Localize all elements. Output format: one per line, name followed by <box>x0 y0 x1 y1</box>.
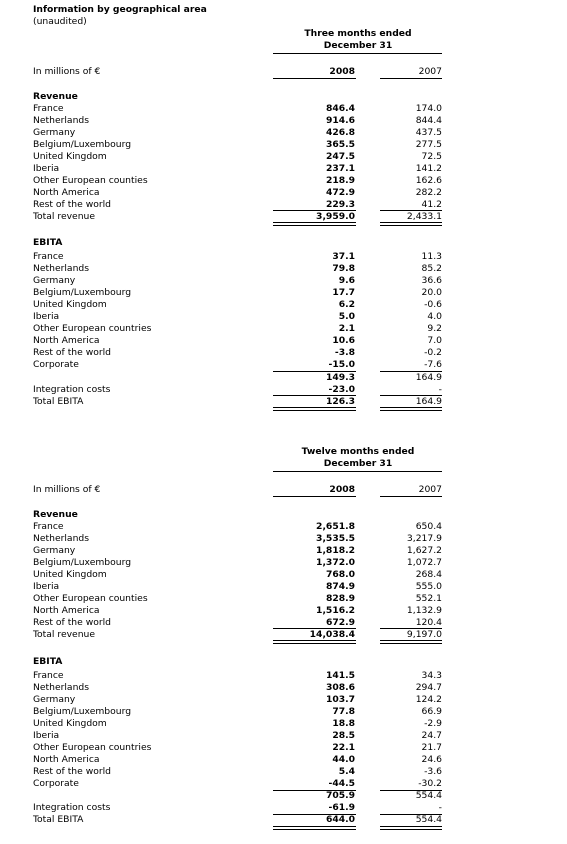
value-2008: -44.5 <box>328 777 355 789</box>
value-2007: 282.2 <box>415 186 442 198</box>
value-2008: 149.3 <box>325 371 355 383</box>
column-header-2008: 2008 <box>329 484 355 495</box>
subtotal-rule <box>273 790 356 791</box>
row-label: Total EBITA <box>33 395 84 407</box>
row-label: Germany <box>33 693 76 705</box>
value-2008: 768.0 <box>325 568 355 580</box>
row-label: United Kingdom <box>33 568 107 580</box>
value-2007: 437.5 <box>415 126 442 138</box>
total-rule <box>380 395 442 396</box>
value-2007: 2,433.1 <box>406 210 442 222</box>
total-double-rule <box>380 222 442 226</box>
value-2007: 9,197.0 <box>406 628 442 640</box>
column-header-2007: 2007 <box>418 484 442 495</box>
value-2007: 554.4 <box>415 790 442 801</box>
value-2008: 9.6 <box>338 275 355 287</box>
ebita-heading: EBITA <box>33 656 63 667</box>
row-label: Netherlands <box>33 681 90 693</box>
value-2008: 28.5 <box>332 729 355 741</box>
subtotal-rule <box>380 628 442 629</box>
value-2007: 162.6 <box>415 174 442 186</box>
value-2007: 9.2 <box>427 323 442 335</box>
total-double-rule <box>273 407 356 411</box>
value-2007: 294.7 <box>415 681 442 693</box>
row-label: Iberia <box>33 311 60 323</box>
total-double-rule <box>273 222 356 226</box>
value-2007: 164.9 <box>415 395 442 407</box>
subtotal-rule <box>273 628 356 629</box>
row-label: France <box>33 251 64 262</box>
value-2008: -3.8 <box>334 347 355 359</box>
value-2008: 914.6 <box>325 114 355 126</box>
column-rule <box>273 496 356 497</box>
value-2008: -61.9 <box>328 802 355 814</box>
value-2007: 164.9 <box>415 371 442 383</box>
value-2008: 1,372.0 <box>316 556 355 568</box>
value-2008: 365.5 <box>325 138 355 150</box>
row-label: Other European countries <box>33 741 152 753</box>
total-double-rule <box>380 640 442 644</box>
value-2008: 14,038.4 <box>309 628 355 640</box>
value-2008: 218.9 <box>325 174 355 186</box>
row-label: Corporate <box>33 777 79 789</box>
value-2007: 552.1 <box>415 592 442 604</box>
row-label: Belgium/Luxembourg <box>33 705 132 717</box>
value-2007: 1,072.7 <box>406 556 442 568</box>
value-2007: -2.9 <box>424 717 442 729</box>
value-2008: 17.7 <box>332 287 355 299</box>
row-label: Total EBITA <box>33 814 84 826</box>
value-2007: 85.2 <box>421 263 442 275</box>
value-2007: 120.4 <box>415 616 442 628</box>
value-2008: 22.1 <box>332 741 355 753</box>
value-2007: 554.4 <box>415 814 442 826</box>
value-2007: 124.2 <box>415 693 442 705</box>
value-2007: -3.6 <box>424 765 442 777</box>
value-2008: 247.5 <box>325 150 355 162</box>
row-label: Rest of the world <box>33 765 112 777</box>
value-2008: 846.4 <box>325 102 355 114</box>
subtotal-rule <box>380 371 442 372</box>
period-header-rule <box>273 53 442 54</box>
value-2007: - <box>438 383 442 395</box>
value-2007: 72.5 <box>421 150 442 162</box>
value-2007: 34.3 <box>421 669 442 681</box>
value-2008: 2.1 <box>338 323 355 335</box>
value-2007: 41.2 <box>421 198 442 210</box>
value-2008: 141.5 <box>325 669 355 681</box>
row-label: Total revenue <box>33 210 95 222</box>
row-label: Rest of the world <box>33 616 112 628</box>
row-label: Belgium/Luxembourg <box>33 556 132 568</box>
units-label: In millions of € <box>33 484 101 495</box>
value-2007: 4.0 <box>427 311 442 323</box>
subtotal-rule <box>380 790 442 791</box>
value-2007: 20.0 <box>421 287 442 299</box>
column-header-2008: 2008 <box>329 66 355 77</box>
row-label: Belgium/Luxembourg <box>33 138 132 150</box>
row-label: Iberia <box>33 729 60 741</box>
document-title: Information by geographical area <box>33 4 207 15</box>
row-label: United Kingdom <box>33 150 107 162</box>
column-rule <box>380 78 442 79</box>
row-label: France <box>33 102 64 114</box>
total-rule <box>273 395 356 396</box>
period-header: Twelve months ended <box>301 446 415 457</box>
value-2008: 103.7 <box>325 693 355 705</box>
total-double-rule <box>273 640 356 644</box>
value-2008: 237.1 <box>325 162 355 174</box>
row-label: Rest of the world <box>33 347 112 359</box>
value-2007: -30.2 <box>418 777 442 789</box>
row-label: France <box>33 520 64 532</box>
row-label: North America <box>33 753 100 765</box>
value-2007: 555.0 <box>415 580 442 592</box>
units-label: In millions of € <box>33 66 101 77</box>
value-2007: 141.2 <box>415 162 442 174</box>
row-label: North America <box>33 186 100 198</box>
value-2008: 672.9 <box>325 616 355 628</box>
value-2007: 24.7 <box>421 729 442 741</box>
total-double-rule <box>380 826 442 830</box>
value-2007: 1,132.9 <box>406 604 442 616</box>
value-2008: 644.0 <box>325 814 355 826</box>
value-2008: 3,535.5 <box>316 532 355 544</box>
value-2007: 24.6 <box>421 753 442 765</box>
value-2007: 21.7 <box>421 741 442 753</box>
value-2008: 1,818.2 <box>316 544 355 556</box>
value-2008: 6.2 <box>338 299 355 311</box>
value-2007: 650.4 <box>415 520 442 532</box>
row-label: North America <box>33 335 100 347</box>
total-rule <box>380 814 442 815</box>
value-2008: 426.8 <box>325 126 355 138</box>
value-2007: 268.4 <box>415 568 442 580</box>
row-label: Germany <box>33 544 76 556</box>
row-label: Germany <box>33 126 76 138</box>
row-label: Total revenue <box>33 628 95 640</box>
value-2007: 844.4 <box>415 114 442 126</box>
value-2008: 472.9 <box>325 186 355 198</box>
value-2008: 1,516.2 <box>316 604 355 616</box>
row-label: United Kingdom <box>33 717 107 729</box>
subtotal-rule <box>273 210 356 211</box>
row-label: Belgium/Luxembourg <box>33 287 132 299</box>
row-label: Germany <box>33 275 76 287</box>
value-2008: 10.6 <box>332 335 355 347</box>
value-2008: 5.4 <box>338 765 355 777</box>
row-label: Other European counties <box>33 174 148 186</box>
value-2008: 229.3 <box>325 198 355 210</box>
value-2007: 3,217.9 <box>406 532 442 544</box>
row-label: Netherlands <box>33 263 90 275</box>
value-2007: -7.6 <box>424 359 442 371</box>
column-header-2007: 2007 <box>418 66 442 77</box>
value-2007: - <box>438 802 442 814</box>
value-2008: 37.1 <box>332 251 355 262</box>
value-2008: 308.6 <box>325 681 355 693</box>
total-double-rule <box>273 826 356 830</box>
subtotal-rule <box>380 210 442 211</box>
value-2008: -15.0 <box>328 359 355 371</box>
row-label: United Kingdom <box>33 299 107 311</box>
document-subtitle: (unaudited) <box>33 16 87 27</box>
value-2007: 66.9 <box>421 705 442 717</box>
period-header-date: December 31 <box>323 458 393 469</box>
row-label: Integration costs <box>33 383 111 395</box>
row-label: Netherlands <box>33 532 90 544</box>
value-2008: 126.3 <box>325 395 355 407</box>
row-label: Iberia <box>33 162 60 174</box>
row-label: Other European counties <box>33 592 148 604</box>
row-label: Corporate <box>33 359 79 371</box>
value-2007: 174.0 <box>415 102 442 114</box>
period-header-rule <box>273 471 442 472</box>
period-header-date: December 31 <box>323 40 393 51</box>
value-2008: 828.9 <box>325 592 355 604</box>
value-2007: 1,627.2 <box>406 544 442 556</box>
value-2008: 79.8 <box>332 263 355 275</box>
row-label: France <box>33 669 64 681</box>
row-label: Iberia <box>33 580 60 592</box>
row-label: North America <box>33 604 100 616</box>
value-2007: 277.5 <box>415 138 442 150</box>
total-double-rule <box>380 407 442 411</box>
value-2007: -0.6 <box>424 299 442 311</box>
value-2008: -23.0 <box>328 383 355 395</box>
column-rule <box>273 78 356 79</box>
value-2008: 5.0 <box>338 311 355 323</box>
value-2008: 3,959.0 <box>316 210 355 222</box>
value-2008: 77.8 <box>332 705 355 717</box>
row-label: Netherlands <box>33 114 90 126</box>
value-2008: 2,651.8 <box>316 520 355 532</box>
period-header: Three months ended <box>304 28 412 39</box>
value-2007: 7.0 <box>427 335 442 347</box>
value-2008: 18.8 <box>332 717 355 729</box>
row-label: Other European countries <box>33 323 152 335</box>
ebita-heading: EBITA <box>33 237 63 248</box>
row-label: Integration costs <box>33 802 111 814</box>
column-rule <box>380 496 442 497</box>
total-rule <box>273 814 356 815</box>
row-label: Rest of the world <box>33 198 112 210</box>
revenue-heading: Revenue <box>33 509 78 520</box>
value-2007: 11.3 <box>421 251 442 262</box>
value-2008: 705.9 <box>325 790 355 801</box>
value-2008: 44.0 <box>332 753 355 765</box>
subtotal-rule <box>273 371 356 372</box>
value-2007: 36.6 <box>421 275 442 287</box>
value-2007: -0.2 <box>424 347 442 359</box>
revenue-heading: Revenue <box>33 91 78 102</box>
value-2008: 874.9 <box>325 580 355 592</box>
